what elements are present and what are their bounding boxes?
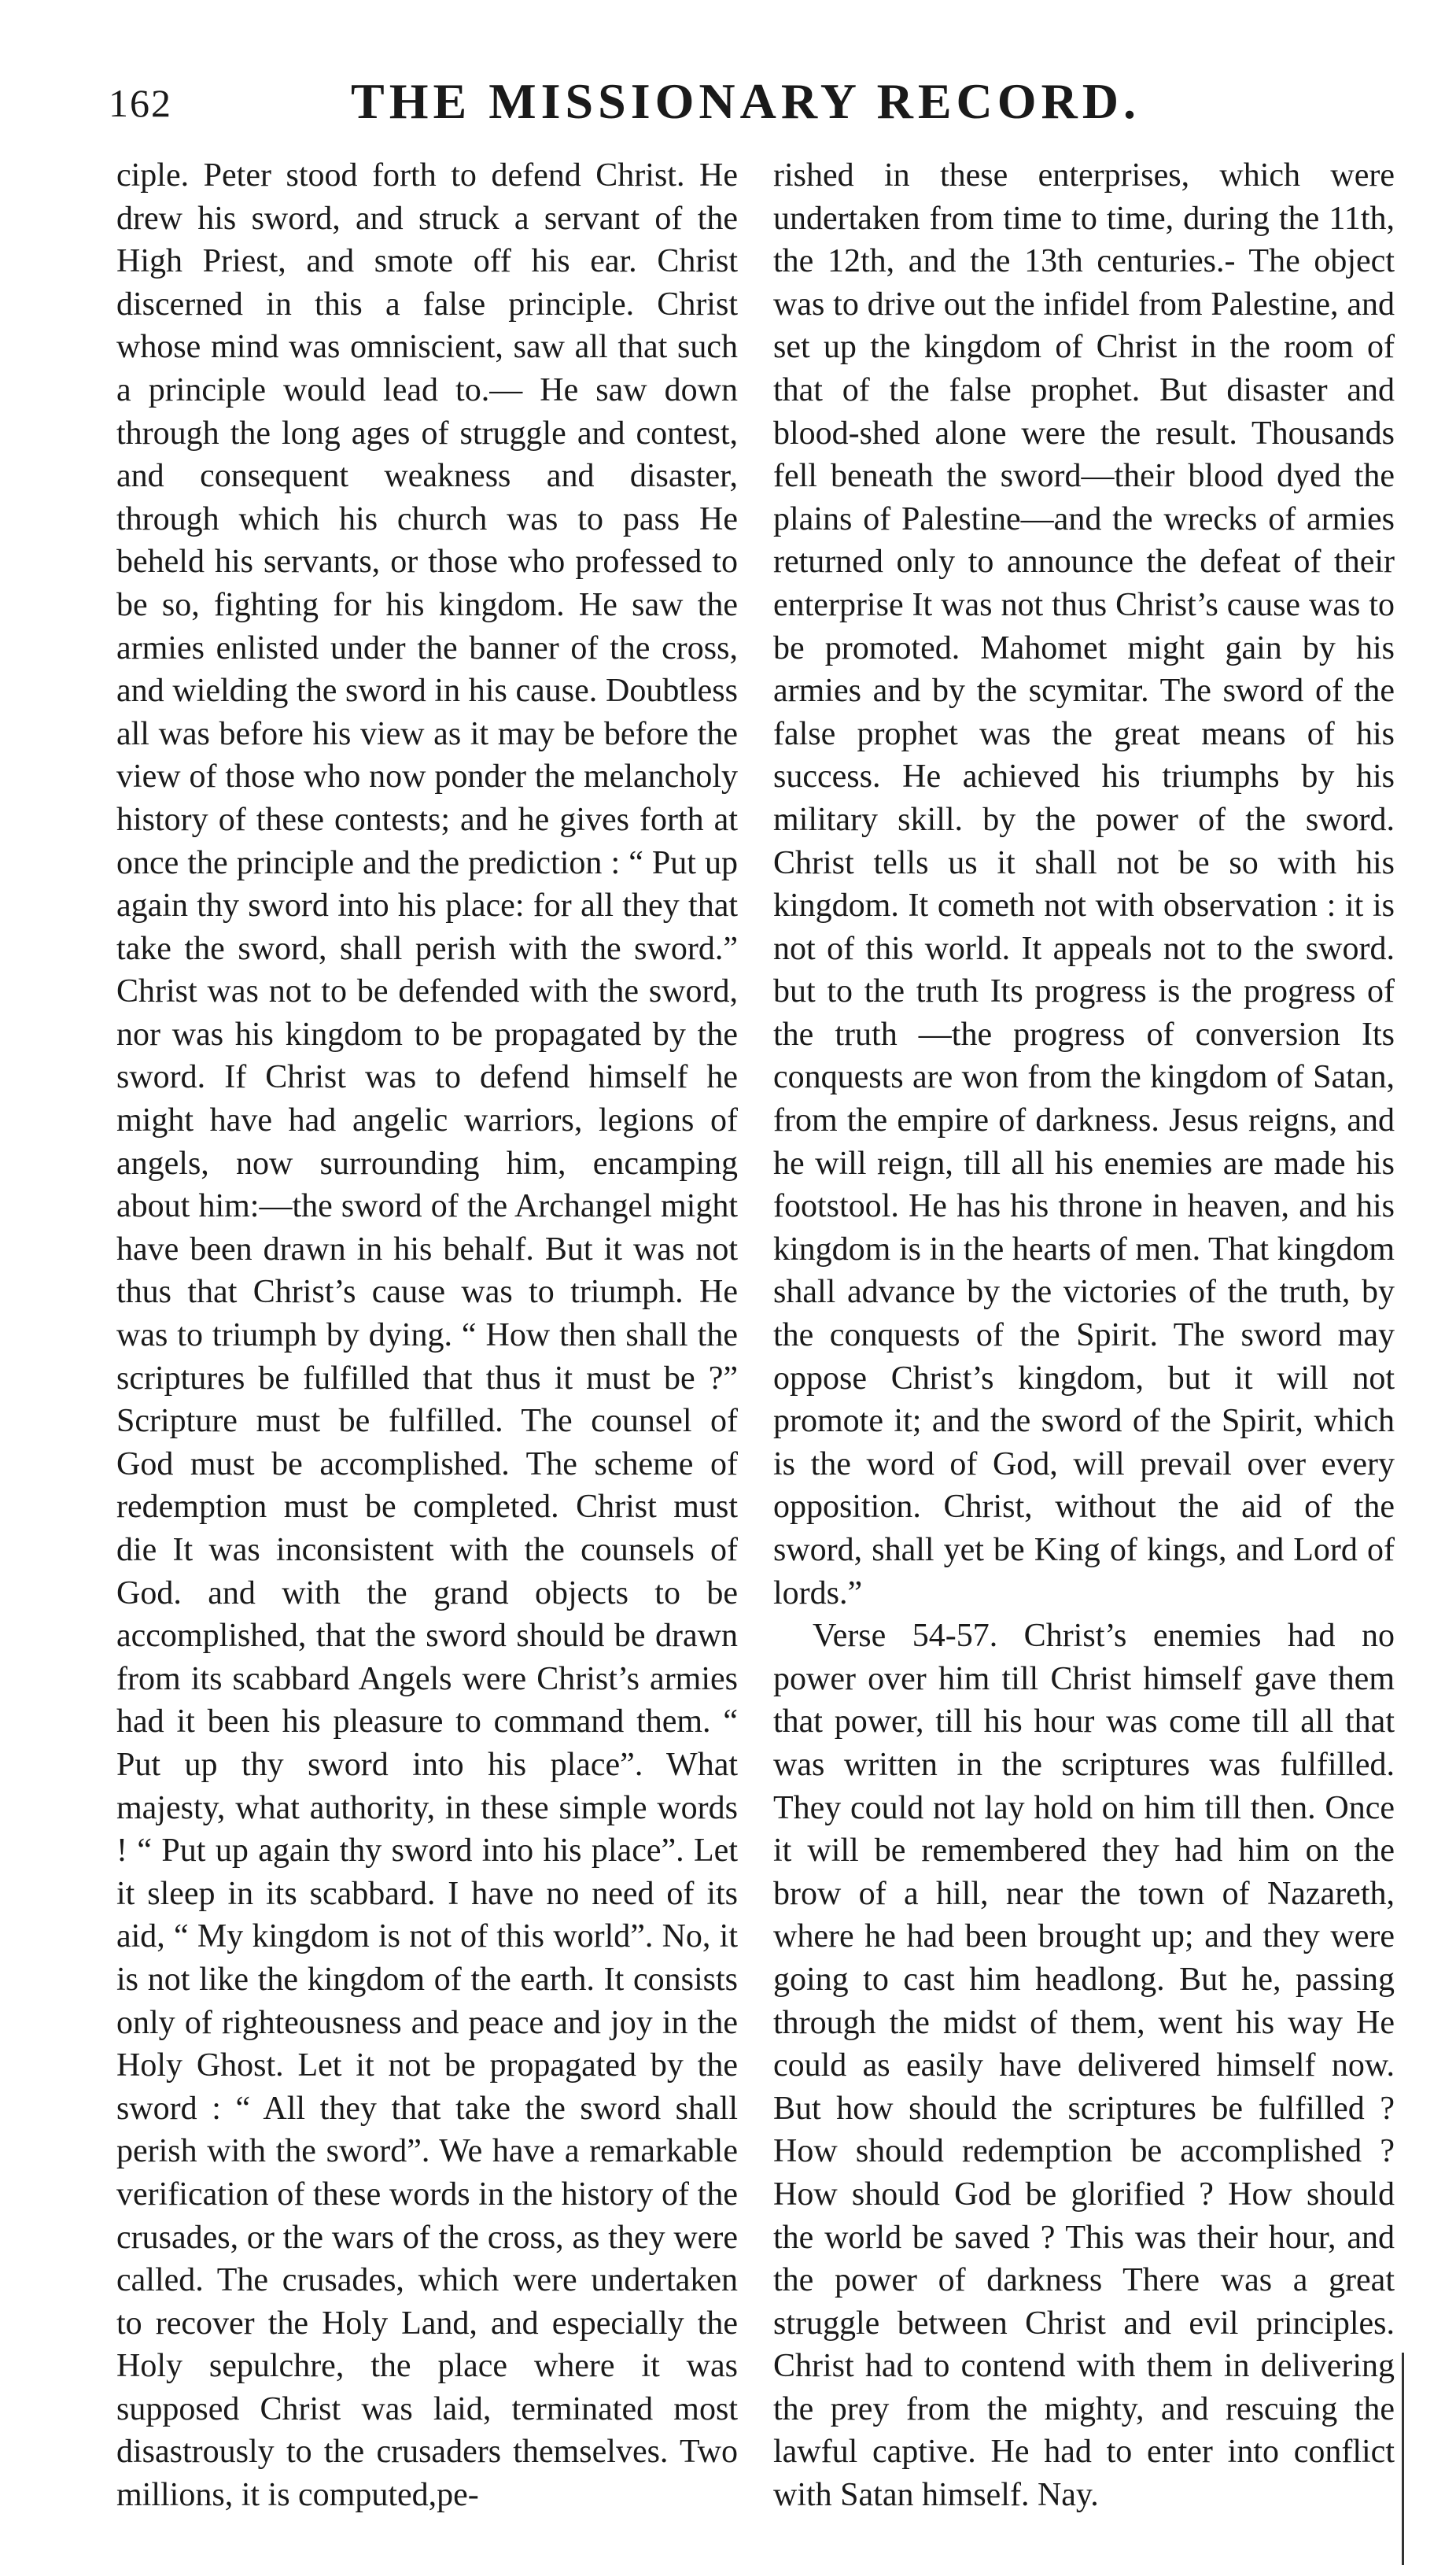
right-paragraph-verse: Verse 54-57. Christ’s enemies had no power over him till Christ himself gave them that power, till his hour was come till all that was written in the scriptures was fulfilled. They could not lay hold on him till then. Once it will be remembered they had him on the brow of a hill, near the town of Nazareth, where he had been brought up; and they were going to cast him headlong. But he, passing through the midst of them, went his way He could as easily have delivered himself now. But how should the scriptures be fulfilled ? How should redemption be accomplished ? How should God be glorified ? How should the world be saved ? This was their hour, and the power of darkness There was a great struggle between Christ and evil principles. Christ had to contend with them in delivering the prey from the mighty, and rescuing the lawful captive. He had to enter into conflict with Satan himself. Nay. — [773, 1618, 1395, 2514]
page-number: 162 — [109, 81, 172, 125]
margin-rule — [1402, 2353, 1404, 2565]
left-paragraph: ciple. Peter stood forth to defend Christ. He drew his sword, and struck a servant of the High Priest, and smote off his ear. Christ discerned in this a false principle. Christ whose mind was omniscient, saw all that such a principle would lead to.— He saw down through the long ages of struggle and contest, and consequent weakness and disaster, through which his church was to pass He beheld his servants, or those who professed to be so, fighting for his kingdom. He saw the armies enlisted under the banner of the cross, and wielding the sword in his cause. Doubtless all was before his view as it may be before the view of those who now ponder the melancholy history of these contests; and he gives forth at once the principle and the prediction : “ Put up again thy sword into his place: for all they that take the sword, shall perish with the sword.” Christ was not to be defended with the sword, nor was his kingdom to be propagated by the sword. If Christ was to defend himself he might have had angelic warriors, legions of angels, now surrounding him, encamping about him:—the sword of the Archangel might have been drawn in his behalf. But it was not thus that Christ’s cause was to triumph. He was to triumph by dying. “ How then shall the scriptures be fulfilled that thus it must be ?” Scripture must be fulfilled. The counsel of God must be accomplished. The scheme of redemption must be completed. Christ must die It was inconsistent with the counsels of God. and with the grand objects to be accomplished, that the sword should be drawn from its scabbard Angels were Christ’s armies had it been his pleasure to command them. “ Put up thy sword into his place”. What majesty, what authority, in these simple words ! “ Put up again thy sword into his place”. Let it sleep in its scabbard. I have no need of its aid, “ My kingdom is not of this world”. No, it is not like the kingdom of the earth. It consists only of righteousness and peace and joy in the Holy Ghost. Let it not be propagated by the sword : “ All they that take the sword shall perish with the sword”. We have a remarkable verification of these words in the history of the crusades, or the wars of the cross, as they were called. The crusades, which were undertaken to recover the Holy Land, and especially the Holy sepulchre, the place where it was supposed Christ was laid, terminated most disastrously to the crusaders themselves. Two millions, it is computed,pe- — [116, 157, 738, 2514]
right-paragraph: rished in these enterprises, which were undertaken from time to time, during the 11th, the 12th, and the 13th centuries.- The object was to drive out the infidel from Palestine, and set up the kingdom of Christ in the room of that of the false prophet. But disaster and blood-shed alone were the result. Thousands fell beneath the sword—their blood dyed the plains of Palestine—and the wrecks of armies returned only to announce the defeat of their enterprise It was not thus Christ’s cause was to be promoted. Mahomet might gain by his armies and by the scymitar. The sword of the false prophet was the great means of his success. He achieved his triumphs by his military skill. by the power of the sword. Christ tells us it shall not be so with his kingdom. It cometh not with observation : it is not of this world. It appeals not to the sword. but to the truth Its progress is the progress of the truth —the progress of conversion Its conquests are won from the kingdom of Satan, from the empire of darkness. Jesus reigns, and he will reign, till all his enemies are made his footstool. He has his throne in heaven, and his kingdom is in the hearts of men. That kingdom shall advance by the victories of the truth, by the conquests of the Spirit. The sword may oppose Christ’s kingdom, but it will not promote it; and the sword of the Spirit, which is the word of God, will prevail over every opposition. Christ, without the aid of the sword, shall yet be King of kings, and Lord of lords.” — [773, 157, 1395, 1611]
page-header — [93, 72, 1399, 135]
left-column — [116, 154, 738, 2517]
text-columns — [116, 154, 1395, 2514]
right-column — [773, 154, 1395, 2517]
running-head-title: THE MISSIONARY RECORD. — [351, 73, 1141, 129]
